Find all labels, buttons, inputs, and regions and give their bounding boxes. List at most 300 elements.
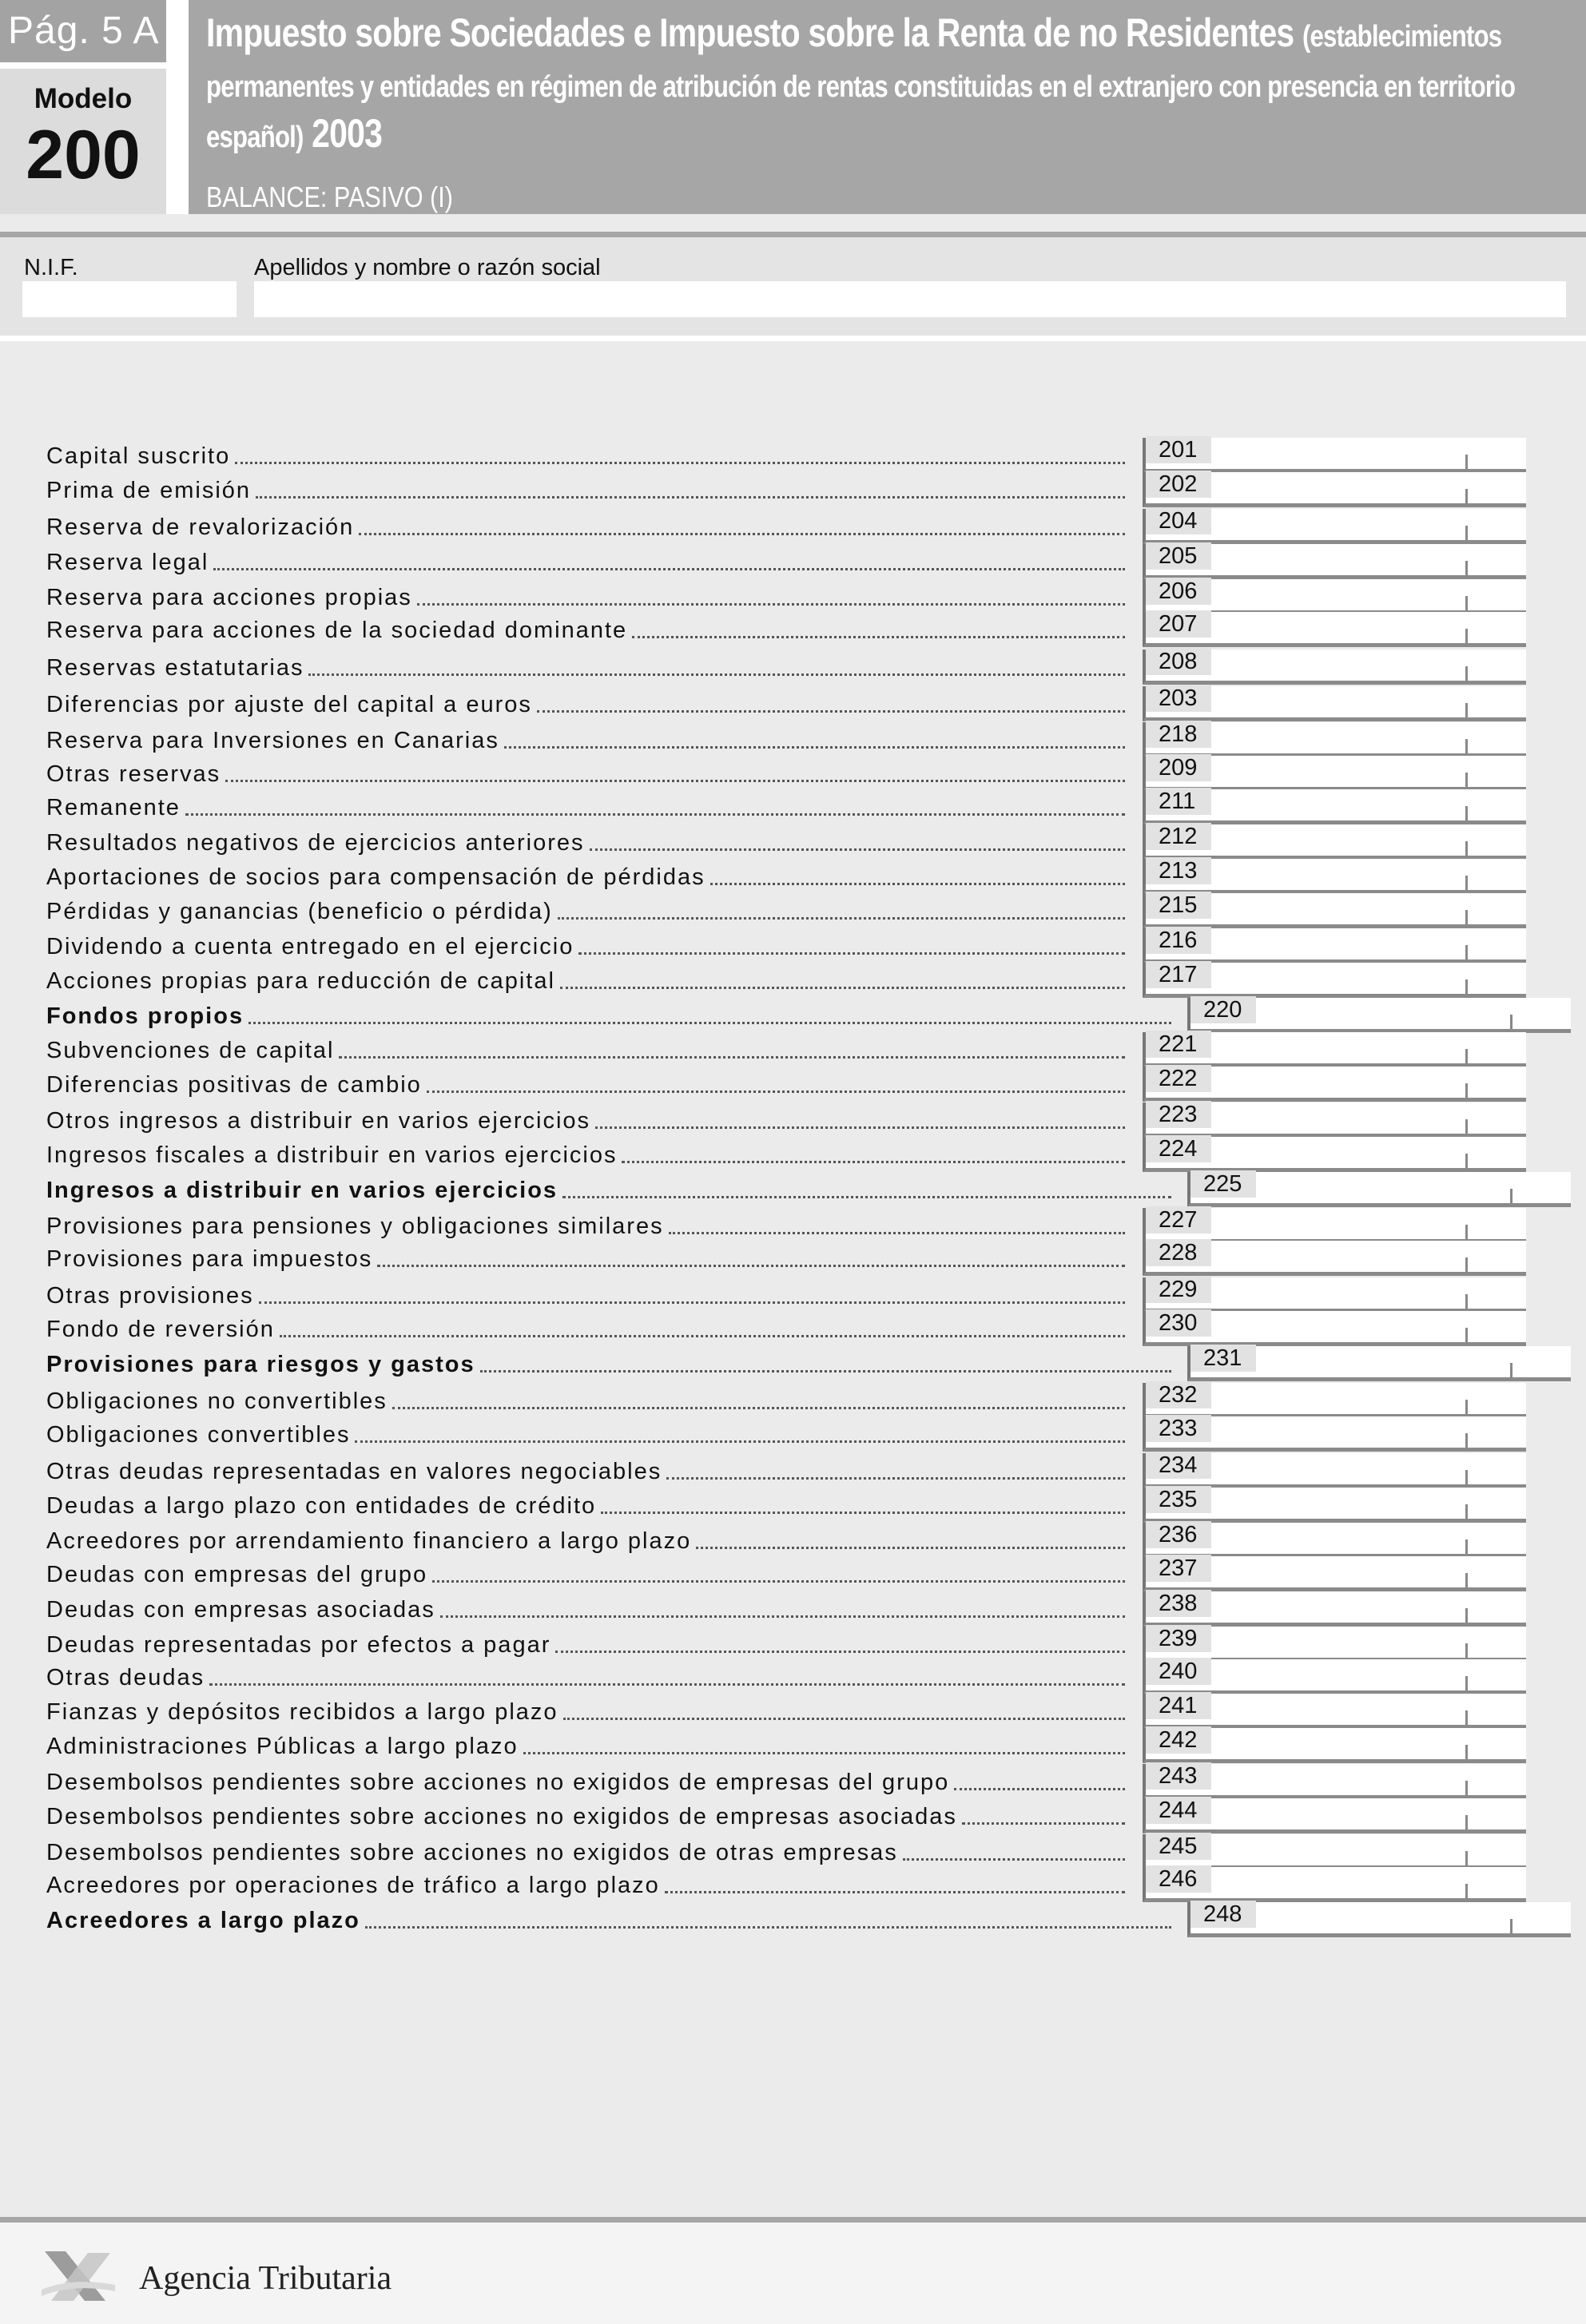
form-row (0, 1523, 1586, 1558)
decimal-separator-mark (1510, 1189, 1512, 1203)
dot-leader (537, 710, 1125, 713)
dot-leader (632, 636, 1125, 638)
row-label-text: Resultados negativos de ejercicios anteriores (46, 830, 585, 856)
amount-field[interactable] (1143, 1067, 1526, 1102)
decimal-separator-mark (1465, 1539, 1468, 1554)
box-code: 206 (1146, 578, 1211, 605)
dot-leader (578, 952, 1125, 955)
amount-field[interactable] (1143, 686, 1526, 721)
row-label-text: Otras deudas representadas en valores negociables (46, 1459, 662, 1484)
box-code: 242 (1146, 1726, 1211, 1754)
row-label (46, 932, 1125, 960)
box-code: 234 (1146, 1452, 1211, 1479)
box-code: 246 (1146, 1865, 1211, 1893)
amount-field[interactable] (1187, 998, 1571, 1033)
form-row (0, 650, 1586, 685)
form-row (0, 1383, 1586, 1418)
row-label-text: Diferencias positivas de cambio (46, 1072, 422, 1098)
box-code: 239 (1146, 1625, 1211, 1652)
decimal-separator-mark (1465, 1294, 1468, 1309)
amount-field[interactable] (1143, 859, 1526, 894)
row-label (46, 793, 1125, 821)
box-code: 224 (1146, 1135, 1211, 1162)
divider (0, 336, 1586, 341)
form-row (0, 509, 1586, 544)
decimal-separator-mark (1465, 1504, 1468, 1519)
form-row (0, 859, 1586, 894)
form-row (0, 1453, 1586, 1488)
divider (0, 2217, 1586, 2223)
decimal-separator-mark (1465, 1154, 1468, 1168)
amount-field[interactable] (1143, 1591, 1526, 1627)
decimal-separator-mark (1510, 1015, 1512, 1029)
dot-leader (562, 1196, 1171, 1198)
row-label (46, 828, 1125, 856)
amount-field[interactable] (1143, 650, 1526, 685)
dot-leader (696, 1547, 1125, 1549)
row-label (46, 1386, 1125, 1415)
dot-leader (308, 673, 1125, 676)
box-code: 203 (1146, 685, 1211, 712)
box-code: 212 (1146, 823, 1211, 850)
row-label (46, 1456, 1125, 1485)
row-label (46, 1140, 1125, 1169)
decimal-separator-mark (1465, 561, 1468, 575)
decimal-separator-mark (1465, 1745, 1468, 1759)
amount-field[interactable] (1143, 1137, 1526, 1172)
amount-field[interactable] (1143, 1728, 1526, 1763)
row-label-text: Obligaciones no convertibles (46, 1388, 388, 1414)
amount-field[interactable] (1143, 1659, 1526, 1694)
dot-leader (427, 1090, 1125, 1093)
box-code: 213 (1146, 857, 1211, 884)
dot-leader (280, 1335, 1125, 1337)
decimal-separator-mark (1465, 1676, 1468, 1690)
decimal-separator-mark (1465, 629, 1468, 643)
box-code: 223 (1146, 1101, 1211, 1128)
row-label-text: Acreedores por operaciones de tráfico a largo plazo (46, 1873, 660, 1898)
row-label (46, 1663, 1125, 1691)
form-row (0, 579, 1586, 614)
decimal-separator-mark (1465, 1815, 1468, 1829)
amount-field[interactable] (1143, 509, 1526, 544)
amount-field[interactable] (1143, 1694, 1526, 1729)
row-label (46, 725, 1125, 754)
decimal-separator-mark (1465, 1781, 1468, 1795)
row-label-text: Dividendo a cuenta entregado en el ejercicio (46, 934, 574, 959)
box-code: 202 (1146, 471, 1211, 498)
row-label-text: Otras deudas (46, 1665, 205, 1690)
amount-field[interactable] (1143, 824, 1526, 860)
form-row (0, 756, 1586, 791)
row-label-text: Prima de emisión (46, 478, 252, 503)
amount-field[interactable] (1143, 1102, 1526, 1138)
amount-field[interactable] (1143, 472, 1526, 507)
form-row (0, 686, 1586, 721)
amount-field[interactable] (1143, 544, 1526, 579)
row-label-text: Reserva para Inversiones en Canarias (46, 728, 499, 753)
amount-field[interactable] (1143, 756, 1526, 791)
form-row (0, 472, 1586, 507)
box-code: 201 (1146, 436, 1211, 463)
row-label-text: Aportaciones de socios para compensación de pérdidas (46, 864, 706, 890)
decimal-separator-mark (1465, 1049, 1468, 1063)
dot-leader (355, 1440, 1125, 1443)
form-row (0, 998, 1586, 1033)
row-label (46, 1070, 1125, 1098)
identification-section (0, 237, 1586, 336)
box-code: 231 (1190, 1345, 1256, 1372)
dot-leader (504, 746, 1125, 749)
box-code: 232 (1146, 1381, 1211, 1408)
dot-leader (417, 603, 1125, 606)
amount-field[interactable] (1187, 1902, 1571, 1937)
dot-leader (962, 1822, 1125, 1825)
dot-leader (666, 1477, 1125, 1480)
amount-field[interactable] (1143, 579, 1526, 614)
decimal-separator-mark (1465, 773, 1468, 787)
decimal-separator-mark (1465, 526, 1468, 540)
form-row (0, 1208, 1586, 1243)
row-label-text: Otros ingresos a distribuir en varios ejercicios (46, 1108, 591, 1134)
title-band (189, 0, 1586, 214)
form-row (0, 1728, 1586, 1763)
row-label (46, 862, 1125, 891)
form-row (0, 1556, 1586, 1591)
box-code: 227 (1146, 1206, 1211, 1234)
row-label-text: Pérdidas y ganancias (beneficio o pérdida) (46, 899, 553, 924)
box-code: 221 (1146, 1031, 1211, 1058)
form-row (0, 1694, 1586, 1729)
dot-leader (339, 1056, 1125, 1059)
row-label (46, 1491, 1125, 1520)
box-code: 236 (1146, 1521, 1211, 1548)
row-label (46, 547, 1125, 576)
modelo-label: Modelo (34, 83, 133, 114)
row-label (46, 1837, 1125, 1866)
row-label (46, 1697, 1125, 1726)
dot-leader (225, 780, 1125, 782)
form-row (0, 963, 1586, 998)
row-label (46, 1035, 1125, 1064)
row-label (46, 1731, 1125, 1760)
amount-field[interactable] (1143, 1627, 1526, 1662)
dot-leader (601, 1512, 1125, 1514)
row-label-text: Ingresos fiscales a distribuir en varios ejercicios (46, 1142, 618, 1168)
box-code: 248 (1190, 1901, 1256, 1928)
row-label (46, 1420, 1125, 1448)
amount-field[interactable] (1143, 1798, 1526, 1833)
amount-field[interactable] (1143, 963, 1526, 998)
form-row (0, 1627, 1586, 1662)
row-label (46, 582, 1125, 611)
decimal-separator-mark (1465, 979, 1468, 994)
section-title: BALANCE: PASIVO (I) (206, 181, 453, 213)
box-code: 204 (1146, 507, 1211, 534)
decimal-separator-mark (1465, 455, 1468, 469)
row-label-text: Reserva legal (46, 550, 209, 575)
decimal-separator-mark (1465, 1225, 1468, 1239)
amount-field[interactable] (1143, 612, 1526, 647)
row-label-text: Provisiones para riesgos y gastos (46, 1352, 475, 1377)
row-label (46, 966, 1125, 995)
form-year: 2003 (312, 111, 383, 156)
row-label (46, 1211, 1125, 1240)
form-row (0, 1591, 1586, 1627)
dot-leader (365, 1926, 1171, 1929)
row-label (46, 475, 1125, 504)
row-label-text: Reserva para acciones propias (46, 585, 412, 610)
dot-leader (665, 1891, 1125, 1893)
form-row (0, 1241, 1586, 1276)
amount-field[interactable] (1143, 1488, 1526, 1523)
row-label (46, 615, 1125, 644)
amount-field[interactable] (1143, 1032, 1526, 1067)
agency-name: Agencia Tributaria (139, 2260, 392, 2297)
form-row (0, 1834, 1586, 1869)
dot-leader (432, 1580, 1125, 1583)
row-label-text: Otras reservas (46, 761, 221, 787)
form-row (0, 1416, 1586, 1452)
decimal-separator-mark (1465, 876, 1468, 890)
row-label-text: Ingresos a distribuir en varios ejercicios (46, 1178, 558, 1203)
row-label-text: Diferencias por ajuste del capital a euros (46, 692, 532, 717)
dot-leader (392, 1407, 1125, 1409)
box-code: 225 (1190, 1170, 1256, 1198)
form-row (0, 1798, 1586, 1833)
amount-field[interactable] (1143, 789, 1526, 824)
row-label-text: Desembolsos pendientes sobre acciones no exigidos de empresas asociadas (46, 1804, 957, 1829)
row-label (46, 1802, 1125, 1830)
row-label-text: Subvenciones de capital (46, 1038, 335, 1063)
row-label-text: Deudas a largo plazo con entidades de crédito (46, 1493, 597, 1519)
row-label (46, 1559, 1125, 1588)
decimal-separator-mark (1465, 596, 1468, 610)
row-label-text: Remanente (46, 795, 181, 820)
amount-field[interactable] (1143, 1208, 1526, 1243)
form-row (0, 1067, 1586, 1102)
form-row (0, 1277, 1586, 1313)
row-label (46, 1630, 1125, 1659)
modelo-box (0, 69, 166, 214)
dot-leader (259, 1301, 1125, 1304)
row-label (46, 1526, 1125, 1555)
box-code: 215 (1146, 892, 1211, 919)
row-label (46, 1281, 1125, 1309)
dot-leader (480, 1370, 1171, 1373)
dot-leader (523, 1752, 1125, 1754)
box-code: 233 (1146, 1415, 1211, 1442)
dot-leader (377, 1265, 1125, 1267)
row-label-text: Acciones propias para reducción de capital (46, 968, 555, 994)
row-label-text: Provisiones para impuestos (46, 1246, 373, 1272)
amount-field[interactable] (1187, 1172, 1571, 1207)
row-label-text: Deudas con empresas asociadas (46, 1597, 435, 1623)
box-code: 222 (1146, 1065, 1211, 1092)
dot-leader (359, 533, 1125, 535)
dot-leader (213, 568, 1125, 570)
box-code: 220 (1190, 996, 1256, 1023)
row-label (46, 1767, 1125, 1796)
decimal-separator-mark (1510, 1363, 1512, 1377)
form-row (0, 722, 1586, 757)
divider (0, 232, 1586, 237)
form-row (0, 1137, 1586, 1172)
dot-leader (710, 883, 1125, 885)
form-row (0, 1032, 1586, 1067)
row-label (46, 896, 1125, 925)
decimal-separator-mark (1510, 1919, 1512, 1933)
row-label (46, 759, 1125, 788)
dot-leader (440, 1615, 1125, 1618)
amount-field[interactable] (1143, 1523, 1526, 1558)
box-code: 228 (1146, 1239, 1211, 1266)
row-label (46, 653, 1125, 681)
form-subtitle: (establecimientos permanentes y entidades en régimen de atribución de rentas constituidas en el extranjero con presencia en territorio español) (206, 20, 1516, 154)
decimal-separator-mark (1465, 841, 1468, 856)
row-label-text: Acreedores a largo plazo (46, 1908, 360, 1933)
decimal-separator-mark (1465, 1851, 1468, 1865)
form-row (0, 1346, 1586, 1381)
dot-leader (595, 1126, 1125, 1129)
dot-leader (954, 1788, 1125, 1790)
row-label-text: Fondos propios (46, 1003, 244, 1029)
row-label (46, 1314, 1125, 1343)
row-label (46, 1349, 1171, 1378)
nif-field[interactable] (22, 281, 237, 317)
form-row (0, 1902, 1586, 1937)
decimal-separator-mark (1465, 1083, 1468, 1098)
box-code: 207 (1146, 610, 1211, 638)
row-label-text: Fianzas y depósitos recibidos a largo plazo (46, 1699, 558, 1725)
row-label (46, 1001, 1171, 1030)
decimal-separator-mark (1465, 1884, 1468, 1898)
box-code: 211 (1146, 788, 1211, 815)
row-label-text: Administraciones Públicas a largo plazo (46, 1734, 519, 1759)
amount-field[interactable] (1143, 1311, 1526, 1346)
page-footer (0, 2223, 1586, 2324)
amount-field[interactable] (1143, 1277, 1526, 1313)
decimal-separator-mark (1465, 1710, 1468, 1725)
nif-label: N.I.F. (24, 255, 78, 280)
form-row (0, 1659, 1586, 1694)
amount-field[interactable] (1143, 1453, 1526, 1488)
amount-field[interactable] (1143, 438, 1526, 473)
decimal-separator-mark (1465, 1608, 1468, 1623)
box-code: 205 (1146, 542, 1211, 570)
decimal-separator-mark (1465, 489, 1468, 503)
decimal-separator-mark (1465, 945, 1468, 959)
form-row (0, 544, 1586, 579)
box-code: 229 (1146, 1276, 1211, 1303)
row-label (46, 689, 1125, 718)
decimal-separator-mark (1465, 1573, 1468, 1587)
row-label (46, 1175, 1171, 1204)
modelo-number: 200 (26, 117, 141, 193)
box-code: 235 (1146, 1486, 1211, 1513)
amount-field[interactable] (1143, 893, 1526, 928)
decimal-separator-mark (1465, 806, 1468, 820)
row-label (46, 1905, 1171, 1934)
form-row (0, 824, 1586, 860)
amount-field[interactable] (1187, 1346, 1571, 1381)
row-label-text: Reserva de revalorización (46, 514, 355, 540)
box-code: 244 (1146, 1797, 1211, 1824)
row-label (46, 1244, 1125, 1273)
row-label-text: Reserva para acciones de la sociedad dominante (46, 618, 628, 643)
decimal-separator-mark (1465, 1257, 1468, 1272)
form-title-block (206, 10, 1569, 161)
form-header (0, 0, 1586, 214)
box-code: 218 (1146, 721, 1211, 748)
decimal-separator-mark (1465, 1433, 1468, 1448)
dot-leader (560, 987, 1125, 989)
row-label (46, 1106, 1125, 1134)
row-label (46, 1595, 1125, 1623)
name-label: Apellidos y nombre o razón social (254, 255, 601, 280)
box-code: 237 (1146, 1555, 1211, 1582)
form-row (0, 789, 1586, 824)
form-row (0, 1172, 1586, 1207)
box-code: 217 (1146, 961, 1211, 988)
decimal-separator-mark (1465, 666, 1468, 681)
dot-leader (563, 1718, 1125, 1720)
form-title: Impuesto sobre Sociedades e Impuesto sobre la Renta de no Residentes (206, 10, 1294, 55)
box-code: 245 (1146, 1833, 1211, 1860)
row-label-text: Fondo de reversión (46, 1317, 275, 1342)
row-label-text: Desembolsos pendientes sobre acciones no exigidos de empresas del grupo (46, 1770, 950, 1795)
amount-field[interactable] (1143, 1416, 1526, 1452)
dot-leader (622, 1161, 1125, 1163)
row-label-text: Otras provisiones (46, 1283, 254, 1309)
amount-field[interactable] (1143, 1383, 1526, 1418)
amount-field[interactable] (1143, 1241, 1526, 1276)
dot-leader (235, 462, 1125, 464)
decimal-separator-mark (1465, 703, 1468, 717)
amount-field[interactable] (1143, 1764, 1526, 1799)
amount-field[interactable] (1143, 722, 1526, 757)
dot-leader (590, 848, 1125, 851)
row-label-text: Capital suscrito (46, 443, 231, 469)
form-row (0, 612, 1586, 647)
box-code: 243 (1146, 1762, 1211, 1790)
row-label-text: Deudas con empresas del grupo (46, 1562, 428, 1587)
row-label-text: Acreedores por arrendamiento financiero a largo plazo (46, 1528, 692, 1554)
agency-logo-icon (42, 2245, 115, 2306)
row-label (46, 441, 1125, 470)
row-label-text: Desembolsos pendientes sobre acciones no exigidos de otras empresas (46, 1840, 898, 1865)
form-row (0, 1764, 1586, 1799)
form-row (0, 438, 1586, 473)
decimal-separator-mark (1465, 1328, 1468, 1342)
row-label-text: Provisiones para pensiones y obligaciones similares (46, 1214, 664, 1239)
amount-field[interactable] (1143, 1834, 1526, 1869)
amount-field[interactable] (1143, 928, 1526, 963)
row-label-text: Obligaciones convertibles (46, 1422, 351, 1448)
amount-field[interactable] (1143, 1867, 1526, 1902)
amount-field[interactable] (1143, 1556, 1526, 1591)
box-code: 230 (1146, 1309, 1211, 1337)
decimal-separator-mark (1465, 739, 1468, 753)
row-label (46, 1870, 1125, 1899)
dot-leader (903, 1858, 1125, 1861)
dot-leader (248, 1022, 1171, 1024)
box-code: 209 (1146, 754, 1211, 781)
decimal-separator-mark (1465, 1400, 1468, 1414)
name-field[interactable] (254, 281, 1566, 317)
box-code: 216 (1146, 927, 1211, 954)
box-code: 241 (1146, 1692, 1211, 1719)
